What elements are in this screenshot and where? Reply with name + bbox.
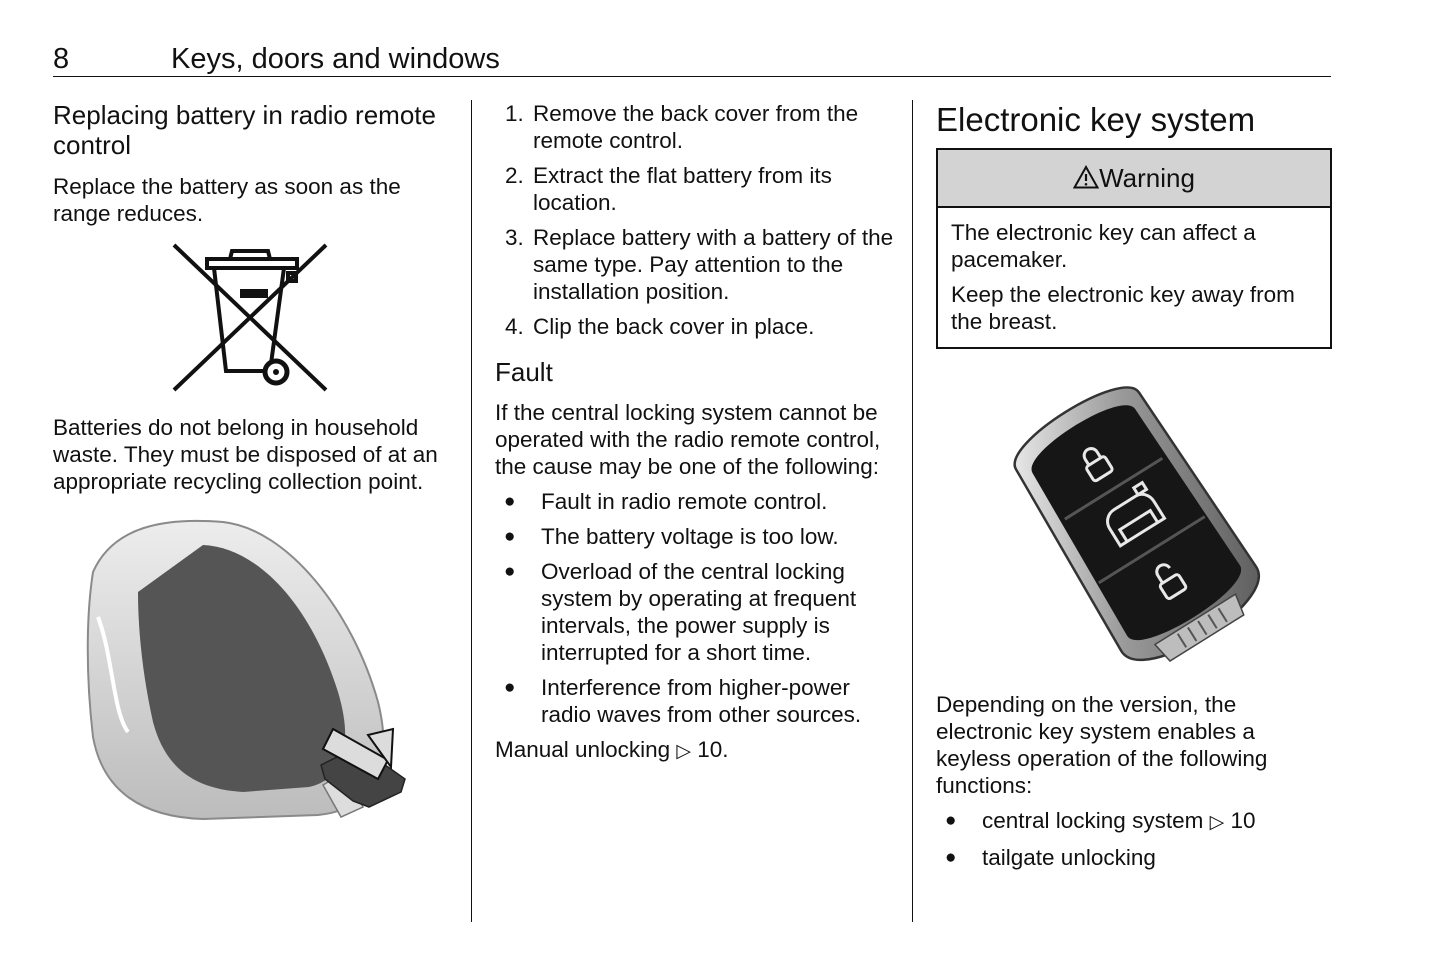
function-label: tailgate unlocking (982, 845, 1156, 870)
step-number: 4. (505, 314, 524, 339)
page-header (53, 42, 1331, 77)
list-item (936, 844, 1332, 871)
list-item (936, 807, 1332, 836)
fault-causes-list (495, 488, 895, 728)
column-middle (495, 100, 895, 765)
list-item (495, 313, 895, 340)
step-number: 2. (505, 163, 524, 188)
step-text: Extract the flat battery from its location. (533, 163, 832, 215)
list-item (495, 162, 895, 216)
section-heading: Electronic key system (936, 101, 1256, 138)
fault-intro: If the central locking system cannot be operated with the radio remote control, the cause may be one of the following: (495, 400, 881, 479)
column-left (53, 100, 453, 822)
warning-body (938, 208, 1330, 347)
list-item: ● Overload of the central locking system by operating at frequent intervals, the power supply is interrupted for a short time. (495, 558, 895, 666)
column-divider (912, 100, 913, 922)
function-page-link[interactable]: 10 (1230, 808, 1256, 833)
warning-header (938, 150, 1330, 208)
crossed-out-wheelie-bin-icon (170, 239, 330, 397)
column-right (936, 100, 1332, 871)
step-text: Replace battery with a battery of the same type. Pay attention to the installation position. (533, 225, 894, 304)
warning-box (936, 148, 1332, 349)
manual-unlocking-page-link[interactable]: 10. (697, 737, 729, 762)
function-label: central locking system (982, 808, 1204, 833)
manual-unlocking-label: Manual unlocking (495, 737, 671, 762)
list-item (495, 224, 895, 305)
manual-unlocking-line (495, 736, 895, 765)
warning-line: Keep the electronic key away from the breast. (951, 282, 1295, 334)
section-heading: Replacing battery in radio remote control (53, 100, 436, 160)
step-text: Remove the back cover from the remote control. (533, 101, 859, 153)
step-text: Clip the back cover in place. (533, 314, 815, 339)
cross-reference-arrow-icon: ▷ (676, 740, 692, 762)
chapter-title: Keys, doors and windows (171, 43, 500, 75)
column-divider (471, 100, 472, 922)
warning-line: The electronic key can affect a pacemaker. (951, 220, 1256, 272)
list-item: ● Interference from higher-power radio waves from other sources. (495, 674, 895, 728)
step-number: 1. (505, 101, 524, 126)
description-paragraph: Depending on the version, the electronic key system enables a keyless operation of the following functions: (936, 692, 1268, 798)
intro-paragraph: Replace the battery as soon as the range reduces. (53, 174, 401, 226)
cross-reference-arrow-icon: ▷ (1209, 811, 1225, 833)
page-number: 8 (53, 43, 70, 75)
list-item: ● The battery voltage is too low. (495, 523, 895, 550)
functions-list (936, 807, 1332, 871)
warning-title: Warning (1099, 163, 1195, 193)
remote-back-cover-illustration (53, 517, 423, 822)
step-number: 3. (505, 225, 524, 250)
disposal-paragraph: Batteries do not belong in household waste. They must be disposed of at an appropriate recycling collection point. (53, 415, 438, 494)
electronic-key-fob-illustration (993, 373, 1283, 673)
battery-steps-list (495, 100, 895, 340)
fault-heading: Fault (495, 357, 553, 387)
list-item (495, 100, 895, 154)
warning-triangle-icon (1073, 165, 1099, 189)
list-item: ● Fault in radio remote control. (495, 488, 895, 515)
